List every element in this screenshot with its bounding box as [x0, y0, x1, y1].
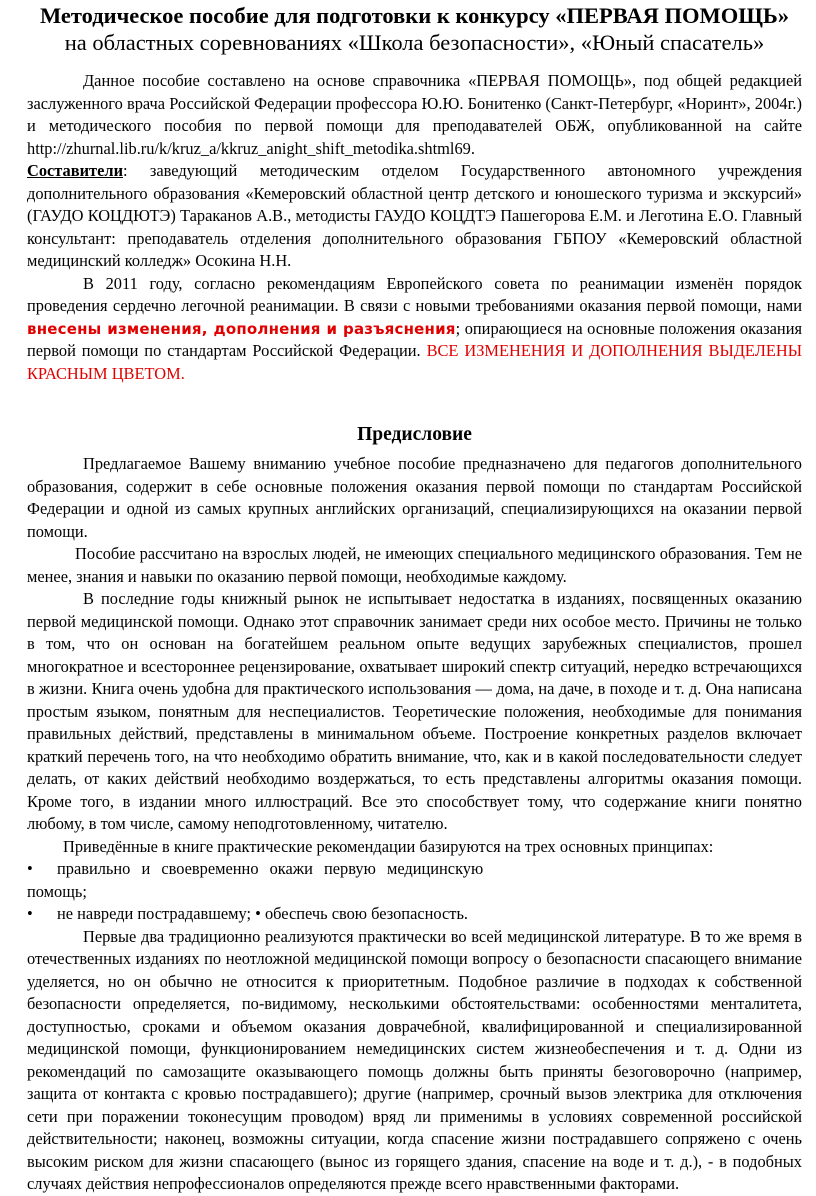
bullet-1-text: правильно и своевременно окажи первую медицинскую — [57, 859, 484, 878]
principle-bullet-2 — [27, 903, 802, 926]
preface-paragraph-2: Пособие рассчитано на взрослых людей, не имеющих специального медицинского образования. Тем не менее, знания и навыки по оказанию первой помощи, необходимые каждому. — [27, 544, 802, 586]
intro-paragraph-changes — [27, 273, 802, 386]
bullet-2-text: не навреди пострадавшему; • обеспечь свою безопасность. — [57, 904, 469, 923]
bullet-mark: • — [27, 904, 33, 923]
intro-paragraph-source: Данное пособие составлено на основе справочника «ПЕРВАЯ ПОМОЩЬ», под общей редакцией заслуженного врача Российской Федерации профессора Ю.Ю. Бонитенко (Санкт-Петербург, «Норинт», 2004г.) и методического пособия по первой помощи для преподавателей ОБЖ, опубликованной на сайте http://zhurnal.lib.ru/k/kruz_a/kkruz_anight_shift_metodika.shtml69. — [27, 71, 802, 158]
preface-paragraph-3: В последние годы книжный рынок не испытывает недостатка в изданиях, посвященных оказанию первой медицинской помощи. Однако этот справочник занимает среди них особое место. Причины не только в том, что он основан на богатейшем реальном опыте ведущих зарубежных специалистов, прошел многократное и всестороннее рецензирование, охватывает широкий спектр ситуаций, нередко встречающихся в жизни. Книга очень удобна для практического использования — дома, на даче, в походе и т. д. Она написана простым языком, понятным для неспециалистов. Теоретические положения, необходимые для понимания правильных действий, представлены в минимальном объеме. Построение конкретных разделов включает краткий перечень того, на что необходимо обратить внимание, что, как и в какой последовательности следует делать, от каких действий необходимо воздержаться, то есть представлены алгоритмы оказания помощи. Кроме того, в издании много иллюстраций. Все это способствует тому, что содержание книги понятно любому, в том числе, самому неподготовленному, читателю. — [27, 589, 802, 833]
preface-paragraph-1: Предлагаемое Вашему вниманию учебное пособие предназначено для педагогов дополнительного образования, содержит в себе основные положения оказания первой помощи по стандартам Российской Федерации и одной из самых крупных английских организаций, специализирующихся на оказании первой помощи. — [27, 454, 802, 541]
changes-text-mid: ; опирающиеся на основные положения оказания первой помощи по стандартам Российской Федерации. — [27, 318, 803, 360]
preface-paragraph-4: Приведённые в книге практические рекомендации базируются на трех основных принципах: — [63, 836, 714, 856]
title-rest-part: на областных соревнованиях «Школа безопасности», «Юный спасатель» — [64, 30, 765, 55]
bullet-1-continuation: помощь; — [27, 881, 87, 901]
compilers-label: Составители — [27, 161, 124, 180]
preface-heading: Предисловие — [357, 424, 472, 445]
document-title — [27, 2, 802, 56]
bullet-mark: • — [27, 859, 33, 878]
compilers-text: : заведующий методическим отделом Государственного автономного учреждения дополнительного образования «Кемеровский областной центр детского и юношеского туризма и экскурсий» (ГАУДО КОЦДЮТЭ) Тараканов А.В., методисты ГАУДО КОЦДТЭ Пашегорова Е.М. и Леготина Е.О. Главный консультант: преподаватель отделения дополнительного образования ГБПОУ «Кемеровский областной медицинский колледж» Осокина Н.Н. — [27, 161, 802, 270]
principle-bullet-1 — [27, 858, 802, 881]
changes-text-start: В 2011 году, согласно рекомендациям Европейского совета по реанимации изменён порядок проведения сердечно легочной реанимации. В связи с новыми требованиями оказания первой помощи, нами — [27, 273, 802, 315]
changes-highlight: внесены изменения, дополнения и разъяснения — [27, 319, 456, 338]
title-bold-part: Методическое пособие для подготовки к конкурсу «ПЕРВАЯ ПОМОЩЬ» — [39, 3, 790, 28]
changes-notice-caps: ВСЕ ИЗМЕНЕНИЯ И ДОПОЛНЕНИЯ ВЫДЕЛЕНЫ КРАСНЫМ ЦВЕТОМ. — [27, 341, 802, 383]
intro-paragraph-compilers — [27, 160, 802, 273]
preface-paragraph-5: Первые два традиционно реализуются практически во всей медицинской литературе. В то же время в отечественных изданиях по неотложной медицинской помощи вопросу о безопасности спасающего внимание уделяется, но он обычно не относится к приоритетным. Подобное различие в подходах к собственной безопасности определяется, по-видимому, несколькими обстоятельствами: особенностями менталитета, доступностью, сроками и объемом оказания доврачебной, квалифицированной и специализированной медицинской помощи, функционированием немедицинских систем жизнеобеспечения и т. д. Одни из рекомендаций по самозащите оказывающего помощь должны быть приняты безоговорочно (например, защита от контакта с кровью пострадавшего); другие (например, срочный вызов электрика для отключения сети при поражении токонесущим проводом) вряд ли применимы в условиях современной российской действительности; наконец, возможны ситуации, когда спасение жизни пострадавшего сопряжено с очень высоким риском для жизни спасающего (вынос из горящего здания, спасение на воде и т. д.), - в подобных случаях действия непрофессионалов определяются прежде всего нравственными факторами. — [27, 926, 802, 1193]
